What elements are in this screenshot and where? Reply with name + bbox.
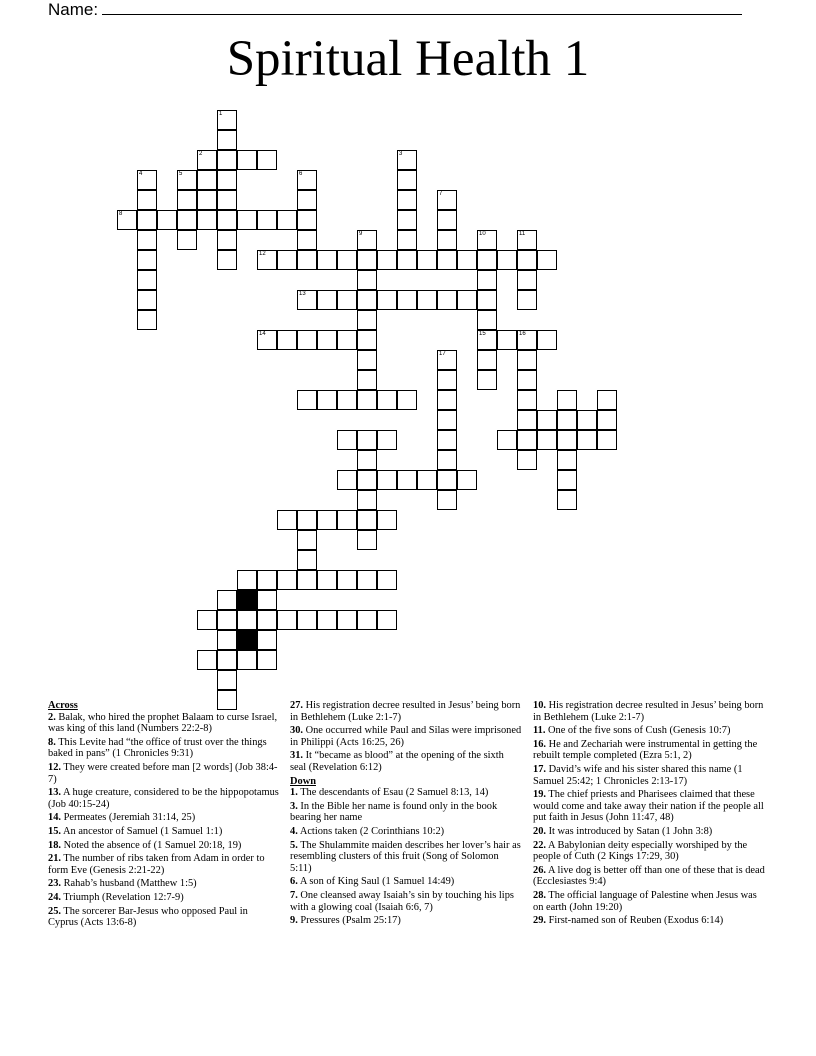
clue-item-text: Balak, who hired the prophet Balaam to curse Israel, was king of this land (Numbers 22:2-8) <box>48 711 278 735</box>
grid-cell[interactable] <box>257 650 277 670</box>
grid-cell[interactable] <box>537 410 557 430</box>
grid-cell[interactable] <box>437 230 457 250</box>
grid-cell[interactable] <box>357 450 377 470</box>
grid-cell[interactable] <box>197 210 217 230</box>
grid-cell[interactable] <box>177 190 197 210</box>
clue-item <box>48 878 280 890</box>
clue-item-number: 15. <box>48 825 61 837</box>
clue-item-number: 7. <box>290 889 298 901</box>
grid-cell[interactable] <box>237 210 257 230</box>
grid-cell[interactable] <box>357 430 377 450</box>
blocked-cell <box>237 630 257 650</box>
grid-cell[interactable] <box>477 310 497 330</box>
grid-cell[interactable] <box>397 470 417 490</box>
grid-cell[interactable] <box>297 510 317 530</box>
grid-cell[interactable] <box>217 130 237 150</box>
clue-item-number: 26. <box>533 864 546 876</box>
puzzle-title: Spiritual Health 1 <box>226 31 590 87</box>
clue-column-3 <box>533 700 765 929</box>
clue-item-text: He and Zechariah were instrumental in getting the rebuilt temple completed (Ezra 5:1, 2) <box>533 738 758 762</box>
clue-item-number: 19. <box>533 789 546 801</box>
grid-cell[interactable] <box>377 390 397 410</box>
clue-item-text: They were created before man [2 words] (Job 38:4-7) <box>48 761 278 785</box>
clue-number: 7 <box>439 191 443 197</box>
clue-item <box>48 826 280 838</box>
grid-cell[interactable] <box>217 250 237 270</box>
clue-item-text: A huge creature, considered to be the hippopotamus (Job 40:15-24) <box>48 787 279 810</box>
grid-cell[interactable] <box>437 370 457 390</box>
clue-item-number: 5. <box>290 839 298 851</box>
grid-cell[interactable] <box>437 450 457 470</box>
clue-item <box>290 750 522 773</box>
grid-cell[interactable] <box>297 530 317 550</box>
grid-cell[interactable] <box>317 250 337 270</box>
grid-cell[interactable] <box>297 190 317 210</box>
grid-cell[interactable] <box>297 170 317 190</box>
grid-cell[interactable] <box>517 230 537 250</box>
grid-cell[interactable] <box>437 250 457 270</box>
grid-cell[interactable] <box>357 230 377 250</box>
clue-item <box>48 787 280 810</box>
clue-item-number: 12. <box>48 761 61 773</box>
clue-item-text: The sorcerer Bar-Jesus who opposed Paul in Cyprus (Acts 13:6-8) <box>48 905 248 929</box>
grid-cell[interactable] <box>497 250 517 270</box>
grid-cell[interactable] <box>217 150 237 170</box>
grid-cell[interactable] <box>477 330 497 350</box>
grid-cell[interactable] <box>257 150 277 170</box>
grid-cell[interactable] <box>277 510 297 530</box>
grid-cell[interactable] <box>517 390 537 410</box>
grid-cell[interactable] <box>397 170 417 190</box>
grid-cell[interactable] <box>437 350 457 370</box>
grid-cell[interactable] <box>217 670 237 690</box>
clue-item-text: Rahab’s husband (Matthew 1:5) <box>61 878 197 890</box>
grid-cell[interactable] <box>377 470 397 490</box>
grid-cell[interactable] <box>217 630 237 650</box>
clue-item <box>290 801 522 824</box>
grid-cell[interactable] <box>217 110 237 130</box>
across-heading: Across <box>48 700 78 711</box>
clue-item-text: The official language of Palestine when Jesus was on earth (John 19:20) <box>533 889 757 913</box>
grid-cell[interactable] <box>517 270 537 290</box>
grid-cell[interactable] <box>477 350 497 370</box>
grid-cell[interactable] <box>277 210 297 230</box>
clue-item <box>48 906 280 929</box>
clue-item-text: David’s wife and his sister shared this name (1 Samuel 25:42; 1 Chronicles 2:13-17) <box>533 763 743 787</box>
grid-cell[interactable] <box>297 610 317 630</box>
clue-number: 11 <box>519 231 526 237</box>
clue-column-2 <box>290 700 522 929</box>
grid-cell[interactable] <box>457 290 477 310</box>
clue-item-number: 16. <box>533 738 546 750</box>
grid-cell[interactable] <box>277 330 297 350</box>
grid-cell[interactable] <box>237 570 257 590</box>
grid-cell[interactable] <box>237 150 257 170</box>
grid-cell[interactable] <box>597 390 617 410</box>
clue-number: 8 <box>119 211 123 217</box>
grid-cell[interactable] <box>357 330 377 350</box>
grid-cell[interactable] <box>517 410 537 430</box>
clue-item-number: 11. <box>533 725 546 737</box>
grid-cell[interactable] <box>557 390 577 410</box>
grid-cell[interactable] <box>557 410 577 430</box>
clue-item <box>48 853 280 876</box>
grid-cell[interactable] <box>517 430 537 450</box>
grid-cell[interactable] <box>597 430 617 450</box>
grid-cell[interactable] <box>357 270 377 290</box>
grid-cell[interactable] <box>497 430 517 450</box>
grid-cell[interactable] <box>577 410 597 430</box>
grid-cell[interactable] <box>277 570 297 590</box>
grid-cell[interactable] <box>437 490 457 510</box>
grid-cell[interactable] <box>397 390 417 410</box>
clue-item-number: 2. <box>48 711 56 723</box>
grid-cell[interactable] <box>137 170 157 190</box>
grid-cell[interactable] <box>317 290 337 310</box>
grid-cell[interactable] <box>257 590 277 610</box>
grid-cell[interactable] <box>217 610 237 630</box>
grid-cell[interactable] <box>217 230 237 250</box>
grid-cell[interactable] <box>257 330 277 350</box>
clue-item-number: 9. <box>290 915 298 927</box>
grid-cell[interactable] <box>357 610 377 630</box>
clue-number: 2 <box>199 151 203 157</box>
grid-cell[interactable] <box>517 450 537 470</box>
clue-item-number: 18. <box>48 839 61 851</box>
clue-item-text: A Babylonian deity especially worshiped by the people of Cuth (2 Kings 17:29, 30) <box>533 839 748 863</box>
grid-cell[interactable] <box>257 630 277 650</box>
clue-column-1 <box>48 700 280 931</box>
clue-item <box>48 892 280 904</box>
clue-number: 10 <box>479 231 486 237</box>
grid-cell[interactable] <box>537 330 557 350</box>
clue-item-number: 21. <box>48 853 61 865</box>
grid-cell[interactable] <box>297 210 317 230</box>
clue-item <box>290 915 522 927</box>
grid-cell[interactable] <box>357 470 377 490</box>
grid-cell[interactable] <box>137 190 157 210</box>
clue-item-text: This Levite had “the office of trust over the things baked in pans” (1 Chronicles 9:31) <box>48 736 267 760</box>
grid-cell[interactable] <box>217 210 237 230</box>
grid-cell[interactable] <box>177 230 197 250</box>
clue-item <box>533 789 765 824</box>
grid-cell[interactable] <box>137 270 157 290</box>
grid-cell[interactable] <box>517 290 537 310</box>
grid-cell[interactable] <box>317 570 337 590</box>
grid-cell[interactable] <box>157 210 177 230</box>
clue-item-text: The Shulammite maiden describes her lover’s hair as resembling clusters of this fruit (Song of Solomon 5:11) <box>290 839 521 874</box>
clue-item-number: 8. <box>48 736 56 748</box>
grid-cell[interactable] <box>297 330 317 350</box>
clue-number: 1 <box>219 111 223 117</box>
clue-item-number: 6. <box>290 876 298 888</box>
grid-cell[interactable] <box>257 610 277 630</box>
grid-cell[interactable] <box>337 510 357 530</box>
clue-item-number: 3. <box>290 800 298 812</box>
clue-item-text: One of the five sons of Cush (Genesis 10:7) <box>545 725 731 737</box>
clue-number: 15 <box>479 331 486 337</box>
grid-cell[interactable] <box>237 650 257 670</box>
clue-item <box>533 764 765 787</box>
clue-item <box>290 840 522 875</box>
grid-cell[interactable] <box>297 250 317 270</box>
grid-cell[interactable] <box>317 610 337 630</box>
clue-item-text: A son of King Saul (1 Samuel 14:49) <box>297 876 455 888</box>
grid-cell[interactable] <box>297 390 317 410</box>
clue-item-text: In the Bible her name is found only in the book bearing her name <box>290 800 498 824</box>
grid-cell[interactable] <box>177 210 197 230</box>
grid-cell[interactable] <box>137 210 157 230</box>
grid-cell[interactable] <box>437 410 457 430</box>
clue-item-text: The chief priests and Pharisees claimed that these would come and take away their nation if the people all put faith in Jesus (John 11:47, 48) <box>533 789 764 824</box>
grid-cell[interactable] <box>497 330 517 350</box>
clue-item-text: Triumph (Revelation 12:7-9) <box>61 891 184 903</box>
grid-cell[interactable] <box>297 550 317 570</box>
grid-cell[interactable] <box>257 210 277 230</box>
clue-number: 16 <box>519 331 526 337</box>
clue-item-text: His registration decree resulted in Jesus’ being born in Bethlehem (Luke 2:1-7) <box>290 700 521 723</box>
clue-item-number: 31. <box>290 750 303 762</box>
grid-cell[interactable] <box>437 190 457 210</box>
down-heading: Down <box>290 775 316 787</box>
grid-cell[interactable] <box>377 510 397 530</box>
grid-cell[interactable] <box>137 250 157 270</box>
clue-item <box>290 890 522 913</box>
grid-cell[interactable] <box>357 390 377 410</box>
grid-cell[interactable] <box>437 430 457 450</box>
clue-item <box>48 762 280 785</box>
grid-cell[interactable] <box>557 470 577 490</box>
grid-cell[interactable] <box>377 610 397 630</box>
grid-cell[interactable] <box>337 430 357 450</box>
grid-cell[interactable] <box>557 430 577 450</box>
grid-cell[interactable] <box>357 290 377 310</box>
grid-cell[interactable] <box>437 390 457 410</box>
clue-item-text: It was introduced by Satan (1 John 3:8) <box>546 825 713 837</box>
grid-cell[interactable] <box>357 530 377 550</box>
clue-item-text: One cleansed away Isaiah’s sin by touching his lips with a glowing coal (Isaiah 6:6, 7) <box>290 889 514 913</box>
grid-cell[interactable] <box>557 450 577 470</box>
grid-cell[interactable] <box>477 290 497 310</box>
grid-cell[interactable] <box>137 230 157 250</box>
clue-item-text: The number of ribs taken from Adam in order to form Eve (Genesis 2:21-22) <box>48 853 265 876</box>
clue-item <box>290 876 522 888</box>
grid-cell[interactable] <box>377 250 397 270</box>
grid-cell[interactable] <box>377 290 397 310</box>
grid-cell[interactable] <box>237 610 257 630</box>
grid-cell[interactable] <box>337 250 357 270</box>
grid-cell[interactable] <box>517 350 537 370</box>
name-label: Name: <box>48 0 99 19</box>
grid-cell[interactable] <box>357 490 377 510</box>
clue-item-text: Pressures (Psalm 25:17) <box>297 915 401 927</box>
grid-cell[interactable] <box>297 230 317 250</box>
clue-item <box>290 787 522 799</box>
clue-item-number: 22. <box>533 839 546 851</box>
clue-item-text: An ancestor of Samuel (1 Samuel 1:1) <box>61 825 223 837</box>
clue-item-number: 30. <box>290 725 303 737</box>
clue-number: 13 <box>299 291 306 297</box>
clue-number: 9 <box>359 231 363 237</box>
grid-cell[interactable] <box>257 250 277 270</box>
clue-item <box>533 700 765 723</box>
grid-cell[interactable] <box>397 210 417 230</box>
grid-cell[interactable] <box>557 490 577 510</box>
grid-cell[interactable] <box>377 570 397 590</box>
clue-item-text: His registration decree resulted in Jesus’ being born in Bethlehem (Luke 2:1-7) <box>533 700 764 723</box>
grid-cell[interactable] <box>277 610 297 630</box>
grid-cell[interactable] <box>117 210 137 230</box>
clue-item <box>533 865 765 888</box>
grid-cell[interactable] <box>337 610 357 630</box>
clue-item <box>290 700 522 723</box>
grid-cell[interactable] <box>137 290 157 310</box>
clue-item-number: 10. <box>533 700 546 711</box>
grid-cell[interactable] <box>337 570 357 590</box>
clue-item-text: First-named son of Reuben (Exodus 6:14) <box>546 915 724 927</box>
grid-cell[interactable] <box>517 370 537 390</box>
grid-cell[interactable] <box>437 470 457 490</box>
grid-cell[interactable] <box>477 230 497 250</box>
grid-cell[interactable] <box>357 350 377 370</box>
grid-cell[interactable] <box>417 250 437 270</box>
grid-cell[interactable] <box>297 290 317 310</box>
grid-cell[interactable] <box>357 310 377 330</box>
clue-item-number: 17. <box>533 763 546 775</box>
grid-cell[interactable] <box>357 510 377 530</box>
grid-cell[interactable] <box>217 190 237 210</box>
clue-item-number: 13. <box>48 787 61 799</box>
clue-item-number: 25. <box>48 905 61 917</box>
clue-item <box>290 725 522 748</box>
grid-cell[interactable] <box>217 170 237 190</box>
clue-number: 5 <box>179 171 183 177</box>
clue-item <box>533 739 765 762</box>
grid-cell[interactable] <box>517 250 537 270</box>
clue-number: 14 <box>259 331 266 337</box>
grid-cell[interactable] <box>477 270 497 290</box>
clue-item <box>48 812 280 824</box>
grid-cell[interactable] <box>437 290 457 310</box>
grid-cell[interactable] <box>317 330 337 350</box>
grid-cell[interactable] <box>537 250 557 270</box>
grid-cell[interactable] <box>397 190 417 210</box>
clue-item <box>48 737 280 760</box>
grid-cell[interactable] <box>537 430 557 450</box>
clue-item-number: 24. <box>48 891 61 903</box>
grid-cell[interactable] <box>477 370 497 390</box>
grid-cell[interactable] <box>477 250 497 270</box>
clue-item-text: Permeates (Jeremiah 31:14, 25) <box>61 812 196 824</box>
grid-cell[interactable] <box>217 650 237 670</box>
clue-number: 12 <box>259 251 266 257</box>
grid-cell[interactable] <box>417 470 437 490</box>
clue-number: 4 <box>139 171 143 177</box>
grid-cell[interactable] <box>337 390 357 410</box>
clue-item-number: 4. <box>290 825 298 837</box>
grid-cell[interactable] <box>317 510 337 530</box>
grid-cell[interactable] <box>337 470 357 490</box>
clue-item <box>533 725 765 737</box>
clue-item-number: 14. <box>48 812 61 824</box>
clue-item-number: 1. <box>290 787 298 799</box>
grid-cell[interactable] <box>197 610 217 630</box>
grid-cell[interactable] <box>357 250 377 270</box>
grid-cell[interactable] <box>377 430 397 450</box>
grid-cell[interactable] <box>397 250 417 270</box>
clue-item <box>48 712 280 735</box>
grid-cell[interactable] <box>197 150 217 170</box>
grid-cell[interactable] <box>577 430 597 450</box>
grid-cell[interactable] <box>397 290 417 310</box>
clue-item <box>533 826 765 838</box>
grid-cell[interactable] <box>197 650 217 670</box>
grid-cell[interactable] <box>517 330 537 350</box>
grid-cell[interactable] <box>137 310 157 330</box>
clue-number: 3 <box>399 151 403 157</box>
grid-cell[interactable] <box>277 250 297 270</box>
clue-item-text: It “became as blood” at the opening of the sixth seal (Revelation 6:12) <box>290 750 504 773</box>
clue-item-number: 23. <box>48 878 61 890</box>
grid-cell[interactable] <box>337 290 357 310</box>
grid-cell[interactable] <box>597 410 617 430</box>
clue-item-number: 20. <box>533 825 546 837</box>
clue-item-text: Noted the absence of (1 Samuel 20:18, 19) <box>61 839 242 851</box>
clue-item-text: A live dog is better off than one of these that is dead (Ecclesiastes 9:4) <box>533 864 765 888</box>
grid-cell[interactable] <box>197 170 217 190</box>
clue-item-text: Actions taken (2 Corinthians 10:2) <box>297 825 445 837</box>
grid-cell[interactable] <box>457 250 477 270</box>
clue-number: 17 <box>439 351 446 357</box>
blocked-cell <box>237 590 257 610</box>
grid-cell[interactable] <box>397 230 417 250</box>
grid-cell[interactable] <box>437 210 457 230</box>
grid-cell[interactable] <box>397 150 417 170</box>
grid-cell[interactable] <box>177 170 197 190</box>
grid-cell[interactable] <box>457 470 477 490</box>
clue-item-text: One occurred while Paul and Silas were imprisoned in Philippi (Acts 16:25, 26) <box>290 725 522 748</box>
clue-item <box>290 826 522 838</box>
grid-cell[interactable] <box>197 190 217 210</box>
grid-cell[interactable] <box>417 290 437 310</box>
grid-cell[interactable] <box>317 390 337 410</box>
grid-cell[interactable] <box>297 570 317 590</box>
clue-item-number: 28. <box>533 889 546 901</box>
grid-cell[interactable] <box>217 590 237 610</box>
grid-cell[interactable] <box>357 570 377 590</box>
grid-cell[interactable] <box>337 330 357 350</box>
grid-cell[interactable] <box>357 370 377 390</box>
clue-item <box>533 890 765 913</box>
clue-item <box>533 840 765 863</box>
clue-item-text: The descendants of Esau (2 Samuel 8:13, 14) <box>297 787 489 799</box>
clue-item <box>48 840 280 852</box>
grid-cell[interactable] <box>257 570 277 590</box>
clue-number: 6 <box>299 171 303 177</box>
clue-item <box>533 915 765 927</box>
clue-item-number: 27. <box>290 700 303 711</box>
clue-item-number: 29. <box>533 915 546 927</box>
